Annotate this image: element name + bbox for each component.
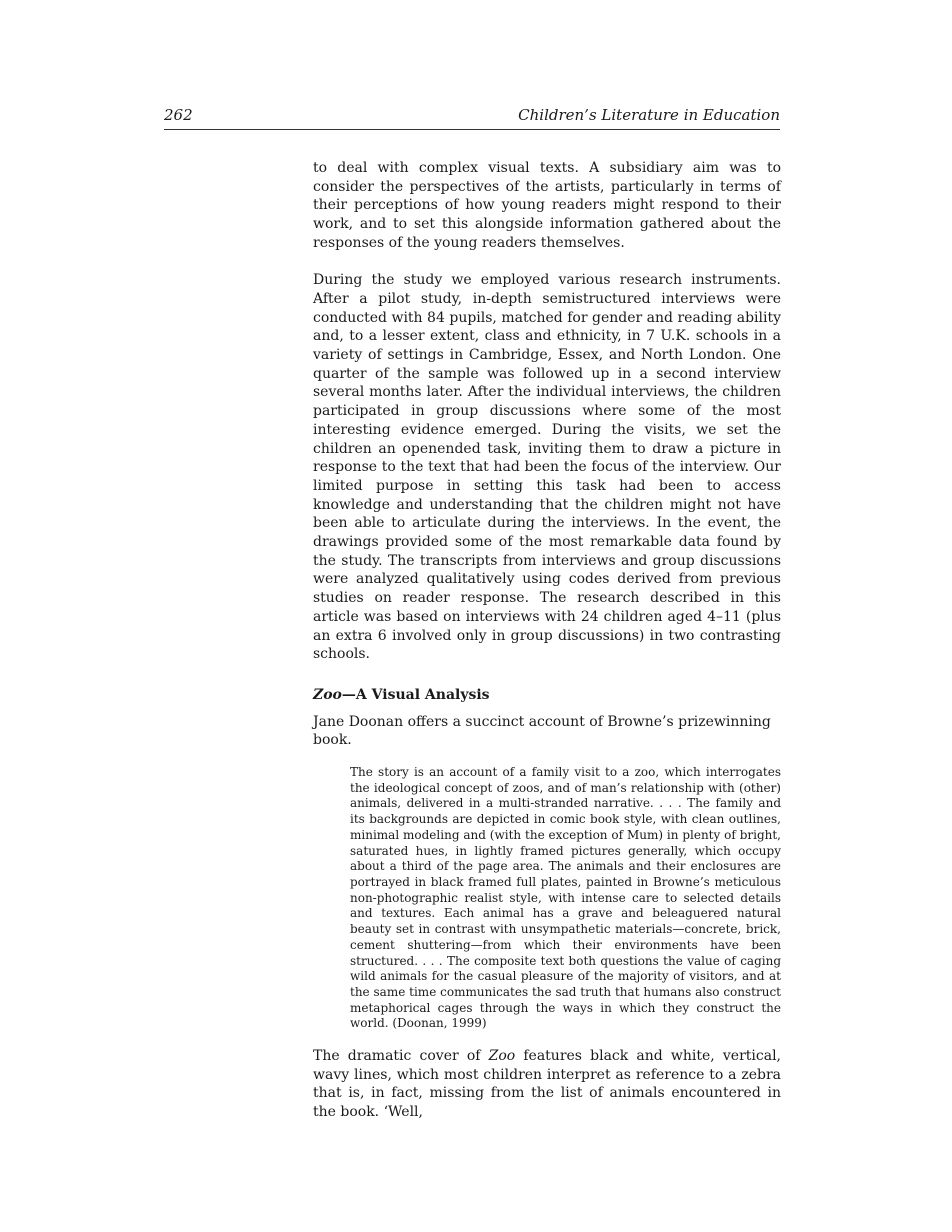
closing-paragraph	[313, 1047, 781, 1122]
closing-text-2: features black and white, vertical, wavy lines, which most children interpret as reference to a zebra that is, in fact, missing from the list of animals encountered in the book. ‘Well,	[313, 1048, 781, 1121]
paragraph-2: During the study we employed various research instruments. After a pilot study, in-depth semistructured interviews were conducted with 84 pupils, matched for gender and reading ability and, to a lesser extent, class and ethnicity, in 7 U.K. schools in a variety of settings in Cambridge, Essex, and North London. One quarter of the sample was followed up in a second interview several months later. After the individual interviews, the children participated in group discussions where some of the most interesting evidence emerged. During the visits, we set the children an openended task, inviting them to draw a picture in response to the text that had been the focus of the interview. Our limited purpose in setting this task had been to access knowledge and understanding that the children might not have been able to articulate during the interviews. In the event, the drawings provided some of the most remarkable data found by the study. The transcripts from interviews and group discussions were analyzed qualitatively using codes derived from previous studies on reader response. The research described in this article was based on interviews with 24 children aged 4–11 (plus an extra 6 involved only in group discussions) in two contrasting schools.	[313, 272, 781, 663]
intro-line: Jane Doonan offers a succinct account of Browne’s prizewinning book.	[313, 713, 771, 749]
closing-text-1: The dramatic cover of	[313, 1048, 489, 1065]
page-number: 262	[164, 106, 193, 124]
block-quote: The story is an account of a family visit to a zoo, which interrogates the ideological concept of zoos, and of man’s relationship with (other) animals, delivered in a multi-stranded narrative. . . . The family and its backgrounds are depicted in comic book style, with clean outlines, minimal modeling and (with the exception of Mum) in plenty of bright, saturated hues, in lightly framed pictures generally, which occupy about a third of the page area. The animals and their enclosures are portrayed in black framed full plates, painted in Browne’s meticulous non-photographic realist style, with intense care to selected details and textures. Each animal has a grave and beleaguered natural beauty set in contrast with unsympathetic materials—concrete, brick, cement shuttering—from which their environments have been structured. . . . The composite text both questions the value of caging wild animals for the casual pleasure of the majority of visitors, and at the same time communicates the sad truth that humans also construct metaphorical cages through the ways in which they construct the world. (Doonan, 1999)	[350, 765, 781, 1031]
article-body	[313, 159, 781, 1122]
paragraph-1: to deal with complex visual texts. A subsidiary aim was to consider the perspectives of the artists, particularly in terms of their perceptions of how young readers might respond to their work, and to set this alongside information gathered about the responses of the young readers themselves.	[313, 160, 781, 251]
running-head	[164, 105, 780, 130]
journal-title: Children’s Literature in Education	[518, 106, 780, 124]
section-heading-text: —A Visual Analysis	[341, 686, 490, 703]
section-heading	[313, 686, 781, 705]
closing-book-title: Zoo	[488, 1048, 516, 1065]
section-heading-book-title: Zoo	[313, 686, 342, 703]
